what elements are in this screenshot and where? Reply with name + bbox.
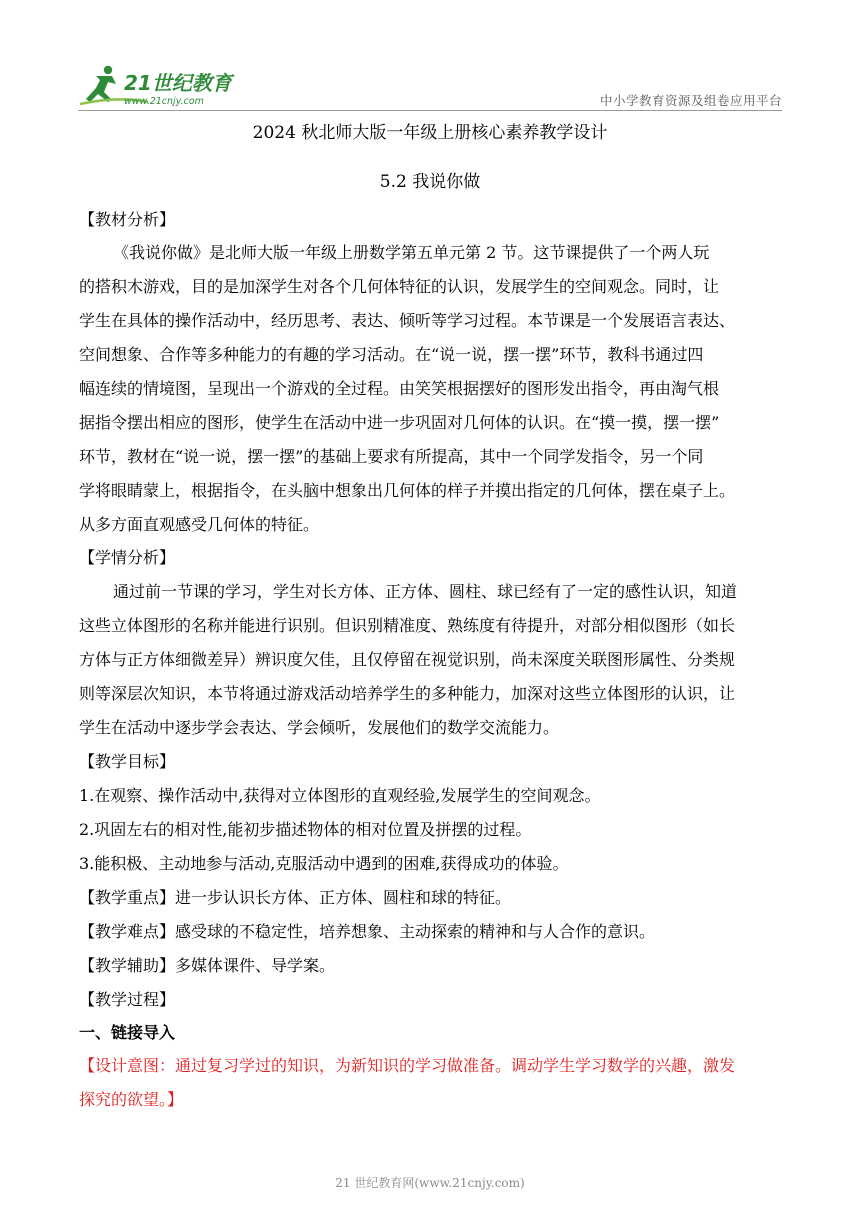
section-heading: 【教学过程】 bbox=[79, 990, 176, 1009]
objective-item: 3.能积极、主动地参与活动,克服活动中遇到的困难,获得成功的体验。 bbox=[79, 854, 569, 873]
header-slogan: 中小学教育资源及组卷应用平台 bbox=[599, 93, 782, 108]
header-divider bbox=[78, 110, 782, 111]
paragraph-line: 幅连续的情境图，呈现出一个游戏的全过程。由笑笑根据摆好的图形发出指令，再由淘气根 bbox=[79, 379, 720, 398]
paragraph-line: 空间想象、合作等多种能力的有趣的学习活动。在“说一说，摆一摆”环节，教科书通过四 bbox=[79, 345, 704, 364]
paragraph-line: 《我说你做》是北师大版一年级上册数学第五单元第 2 节。这节课提供了一个两人玩 bbox=[113, 243, 710, 262]
key-point: 【教学重点】进一步认识长方体、正方体、圆柱和球的特征。 bbox=[79, 888, 512, 907]
lesson-title: 5.2 我说你做 bbox=[379, 172, 481, 192]
paragraph-line: 学将眼睛蒙上，根据指令，在头脑中想象出几何体的样子并摸出指定的几何体，摆在桌子上。 bbox=[79, 481, 736, 500]
svg-text:21世纪教育: 21世纪教育 bbox=[124, 71, 232, 95]
svg-text:www.21cnjy.com: www.21cnjy.com bbox=[124, 96, 204, 107]
paragraph-line: 环节，教材在“说一说，摆一摆”的基础上要求有所提高，其中一个同学发指令，另一个同 bbox=[79, 447, 704, 466]
design-intent: 探究的欲望。】 bbox=[79, 1090, 184, 1109]
paragraph-line: 通过前一节课的学习，学生对长方体、正方体、圆柱、球已经有了一定的感性认识，知道 bbox=[113, 582, 738, 601]
page-footer: 21 世纪教育网(www.21cnjy.com) bbox=[335, 1176, 525, 1190]
paragraph-line: 学生在活动中逐步学会表达、学会倾听，发展他们的数学交流能力。 bbox=[79, 718, 560, 737]
paragraph-line: 的搭积木游戏，目的是加深学生对各个几何体特征的认识，发展学生的空间观念。同时，让 bbox=[79, 277, 720, 296]
paragraph-line: 这些立体图形的名称并能进行识别。但识别精准度、熟练度有待提升，对部分相似图形（如长 bbox=[79, 616, 736, 635]
teaching-aids: 【教学辅助】多媒体课件、导学案。 bbox=[79, 956, 336, 975]
paragraph-line: 据指令摆出相应的图形，使学生在活动中进一步巩固对几何体的认识。在“摸一摸，摆一摆” bbox=[79, 413, 720, 432]
section-heading: 【教学目标】 bbox=[79, 752, 176, 771]
subsection-heading: 一、链接导入 bbox=[79, 1023, 176, 1042]
site-logo bbox=[78, 62, 258, 110]
paragraph-line: 则等深层次知识，本节将通过游戏活动培养学生的多种能力，加深对这些立体图形的认识，让 bbox=[79, 684, 736, 703]
paragraph-line: 方体与正方体细微差异）辨识度欠佳，且仅停留在视觉识别，尚未深度关联图形属性、分类规 bbox=[79, 650, 736, 669]
objective-item: 2.巩固左右的相对性,能初步描述物体的相对位置及拼摆的过程。 bbox=[79, 820, 532, 839]
section-heading: 【教材分析】 bbox=[79, 210, 176, 229]
section-heading: 【学情分析】 bbox=[79, 548, 176, 567]
objective-item: 1.在观察、操作活动中,获得对立体图形的直观经验,发展学生的空间观念。 bbox=[79, 786, 601, 805]
document-title: 2024 秋北师大版一年级上册核心素养教学设计 bbox=[252, 123, 608, 143]
design-intent: 【设计意图：通过复习学过的知识，为新知识的学习做准备。调动学生学习数学的兴趣，激发 bbox=[79, 1056, 736, 1075]
paragraph-line: 从多方面直观感受几何体的特征。 bbox=[79, 515, 320, 534]
paragraph-line: 学生在具体的操作活动中，经历思考、表达、倾听等学习过程。本节课是一个发展语言表达、 bbox=[79, 311, 736, 330]
difficulty-point: 【教学难点】感受球的不稳定性，培养想象、主动探索的精神和与人合作的意识。 bbox=[79, 922, 656, 941]
page-header bbox=[78, 62, 782, 112]
